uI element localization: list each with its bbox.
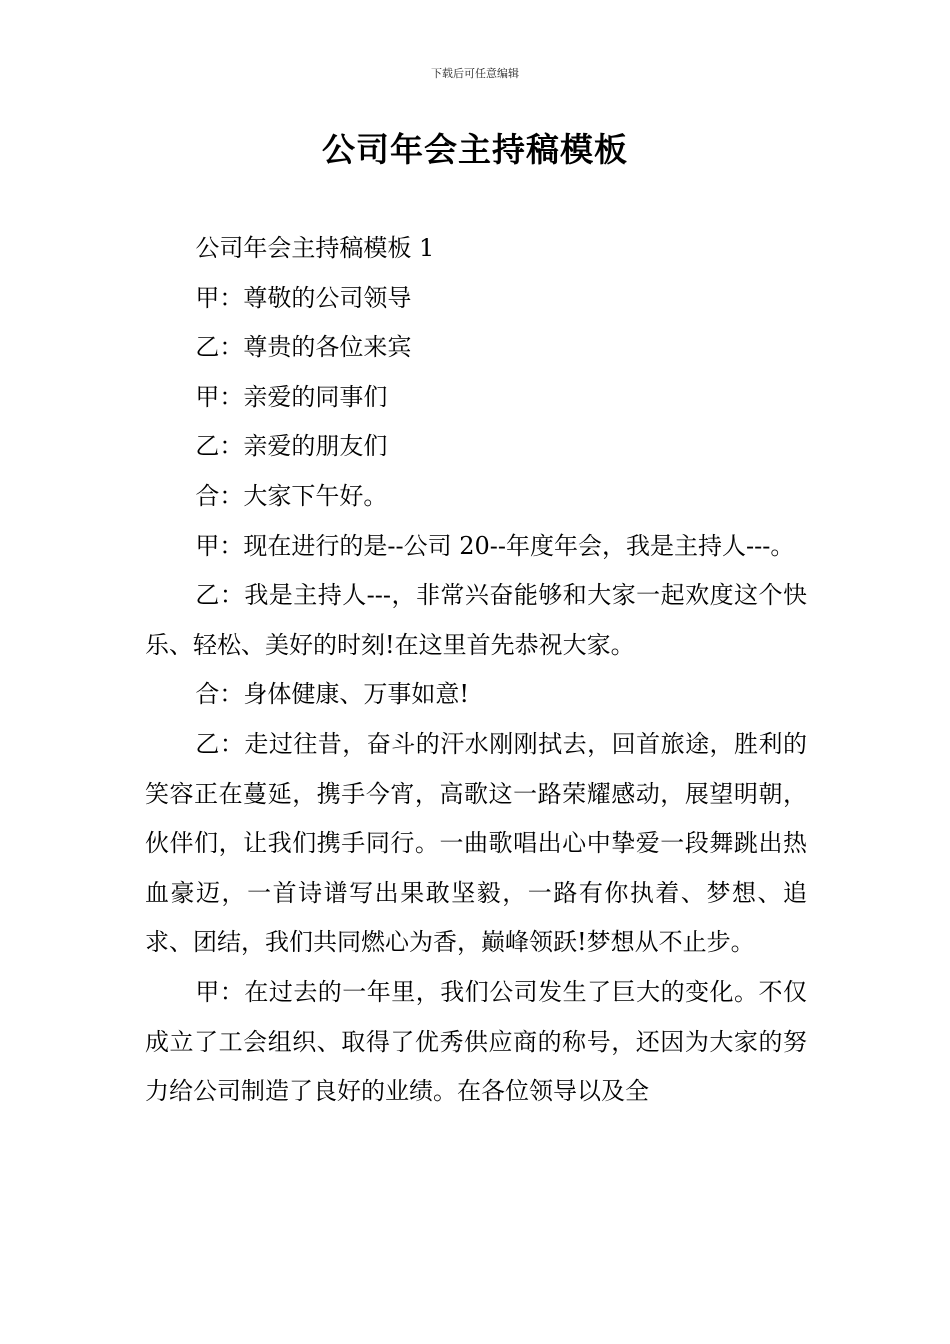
paragraph: 乙：我是主持人---，非常兴奋能够和大家一起欢度这个快乐、轻松、美好的时刻!在这里首先恭祝大家。 (145, 581, 807, 659)
paragraph: 甲：现在进行的是--公司 20--年度年会，我是主持人---。 (195, 531, 795, 560)
paragraph: 公司年会主持稿模板 1 (195, 234, 435, 262)
document-body (145, 224, 807, 1117)
paragraph: 乙：走过往昔，奋斗的汗水刚刚拭去，回首旅途，胜利的笑容正在蔓延，携手今宵，高歌这一路荣耀感动，展望明朝，伙伴们，让我们携手同行。一曲歌唱出心中挚爱一段舞跳出热血豪迈，一首诗谱写出果敢坚毅，一路有你执着、梦想、追求、团结，我们共同燃心为香，巅峰领跃!梦想从不止步。 (145, 729, 807, 957)
paragraph: 乙：尊贵的各位来宾 (195, 333, 412, 362)
paragraph: 甲：亲爱的同事们 (195, 382, 388, 411)
paragraph: 甲：尊敬的公司领导 (195, 283, 412, 312)
paragraph: 甲：在过去的一年里，我们公司发生了巨大的变化。不仅成立了工会组织、取得了优秀供应商的称号，还因为大家的努力给公司制造了良好的业绩。在各位领导以及全 (145, 977, 807, 1106)
paragraph: 合：身体健康、万事如意! (195, 680, 470, 709)
paragraph: 乙：亲爱的朋友们 (195, 432, 388, 461)
document-title: 公司年会主持稿模板 (322, 130, 628, 169)
paragraph: 合：大家下午好。 (195, 481, 388, 510)
header-note: 下载后可任意编辑 (431, 67, 519, 80)
